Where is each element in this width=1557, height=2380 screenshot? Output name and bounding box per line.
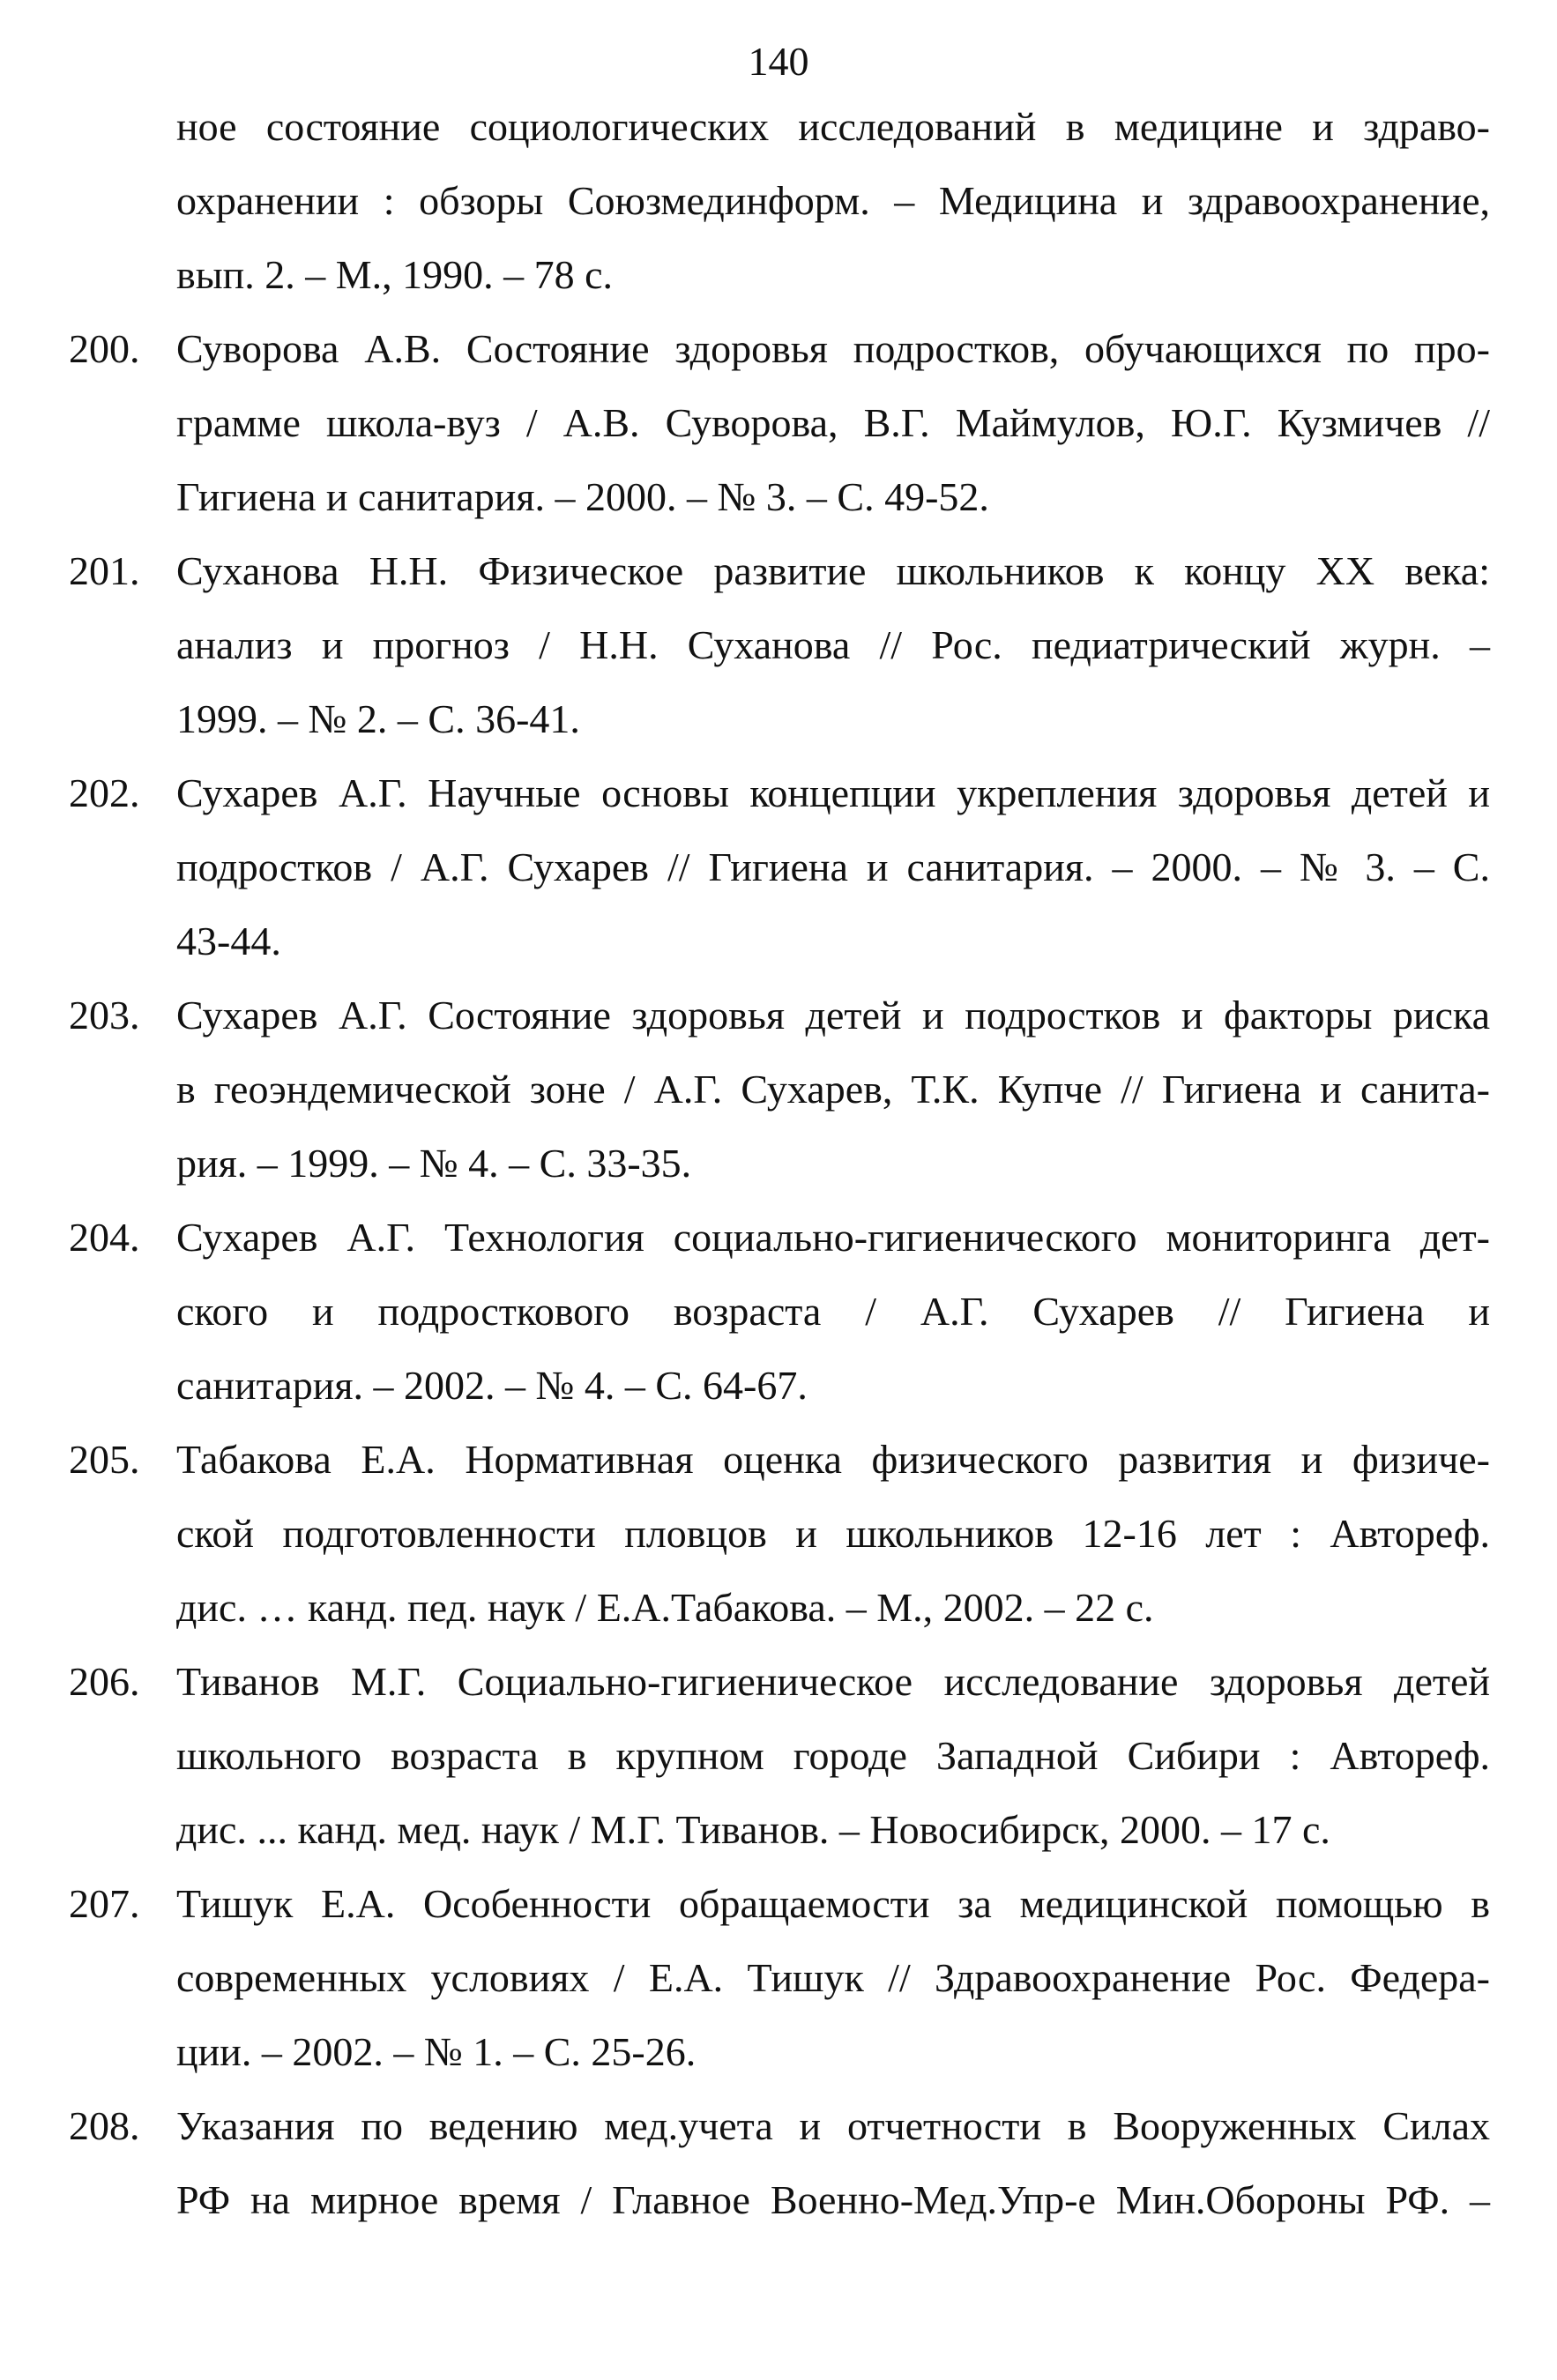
reference-entry (69, 312, 1490, 534)
text-line: Сухарев А.Г. Технология социально-гигиенического мониторинга дет- (176, 1215, 1490, 1260)
text-line: Указания по ведению мед.учета и отчетности в Вооруженных Силах (176, 2103, 1490, 2148)
reference-number: 202. (69, 770, 140, 815)
reference-number: 207. (69, 1881, 140, 1926)
text-line: вып. 2. – М., 1990. – 78 с. (176, 252, 614, 297)
reference-number: 201. (69, 548, 140, 593)
text-line: Тиванов М.Г. Социально-гигиеническое исследование здоровья детей (176, 1659, 1490, 1704)
text-line: ской подготовленности пловцов и школьников 12-16 лет : Автореф. (176, 1511, 1490, 1556)
text-line: грамме школа-вуз / А.В. Суворова, В.Г. Маймулов, Ю.Г. Кузмичев // (176, 400, 1490, 445)
text-line: санитария. – 2002. – № 4. – С. 64-67. (176, 1363, 808, 1408)
reference-entry (69, 1423, 1490, 1645)
reference-number: 205. (69, 1437, 140, 1482)
text-line: 1999. – № 2. – С. 36-41. (176, 696, 580, 741)
text-line: дис. ... канд. мед. наук / М.Г. Тиванов. – Новосибирск, 2000. – 17 с. (176, 1807, 1330, 1852)
text-line: Тишук Е.А. Особенности обращаемости за медицинской помощью в (176, 1881, 1490, 1926)
reference-entry (69, 978, 1490, 1201)
reference-entry (69, 2089, 1490, 2237)
text-line: анализ и прогноз / Н.Н. Суханова // Рос. педиатрический журн. – (176, 622, 1490, 667)
reference-entry (69, 1645, 1490, 1867)
text-line: школьного возраста в крупном городе Западной Сибири : Автореф. (176, 1733, 1490, 1778)
text-line: РФ на мирное время / Главное Военно-Мед.Упр-е Мин.Обороны РФ. – (176, 2177, 1490, 2222)
text-line: 43-44. (176, 919, 281, 963)
reference-number: 203. (69, 993, 140, 1038)
text-line: ского и подросткового возраста / А.Г. Сухарев // Гигиена и (176, 1289, 1490, 1334)
reference-continuation (176, 90, 1490, 312)
text-line: Суханова Н.Н. Физическое развитие школьников к концу XX века: (176, 548, 1490, 593)
text-line: ции. – 2002. – № 1. – С. 25-26. (176, 2029, 697, 2074)
text-line: охранении : обзоры Союзмединформ. – Медицина и здравоохранение, (176, 178, 1490, 223)
reference-entry (69, 534, 1490, 756)
text-line: Гигиена и санитария. – 2000. – № 3. – С. 49-52. (176, 474, 989, 519)
text-line: дис. … канд. пед. наук / Е.А.Табакова. – М., 2002. – 22 с. (176, 1585, 1154, 1630)
text-line: Табакова Е.А. Нормативная оценка физического развития и физиче- (176, 1437, 1490, 1482)
text-line: Суворова А.В. Состояние здоровья подростков, обучающихся по про- (176, 326, 1490, 371)
reference-entry (69, 1867, 1490, 2089)
reference-number: 208. (69, 2103, 140, 2148)
text-line: ное состояние социологических исследований в медицине и здраво- (176, 104, 1490, 149)
text-line: рия. – 1999. – № 4. – С. 33-35. (176, 1141, 692, 1186)
reference-entry (69, 756, 1490, 978)
text-line: современных условиях / Е.А. Тишук // Здравоохранение Рос. Федера- (176, 1955, 1490, 2000)
reference-number: 206. (69, 1659, 140, 1704)
text-line: Сухарев А.Г. Научные основы концепции укрепления здоровья детей и (176, 770, 1490, 815)
reference-list (69, 90, 1490, 2237)
text-line: Сухарев А.Г. Состояние здоровья детей и подростков и факторы риска (176, 993, 1490, 1038)
text-line: подростков / А.Г. Сухарев // Гигиена и санитария. – 2000. – № 3. – С. (176, 844, 1490, 889)
page-number: 140 (748, 39, 809, 84)
reference-number: 204. (69, 1215, 140, 1260)
text-line: в геоэндемической зоне / А.Г. Сухарев, Т.К. Купче // Гигиена и санита- (176, 1067, 1490, 1112)
reference-number: 200. (69, 326, 140, 371)
reference-entry (69, 1201, 1490, 1423)
